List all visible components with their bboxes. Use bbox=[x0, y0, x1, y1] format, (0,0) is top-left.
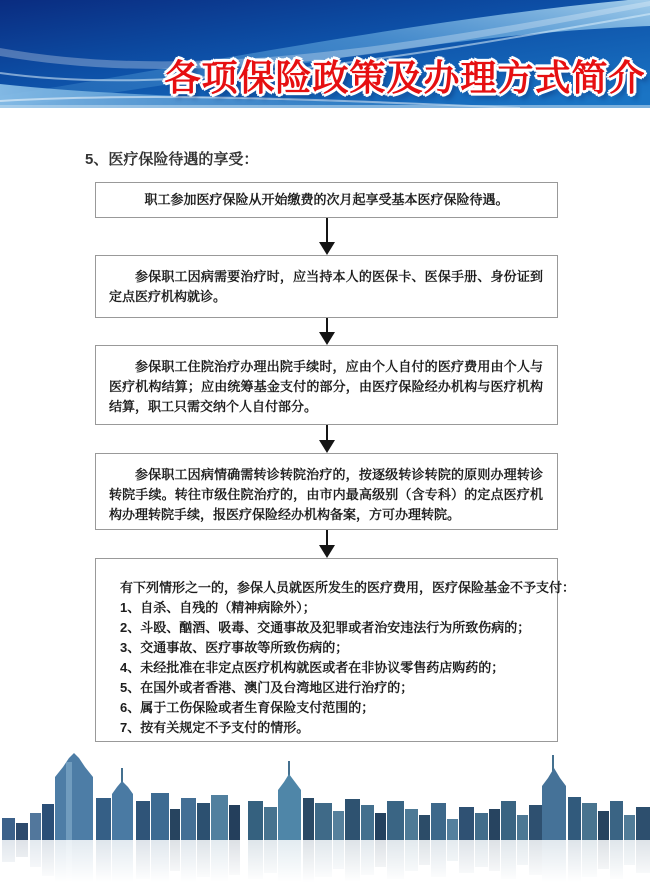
arrow-stem bbox=[326, 530, 328, 545]
exclusion-item: 5、在国外或者香港、澳门及台湾地区进行治疗的； bbox=[120, 680, 414, 695]
section-heading: 5、医疗保险待遇的享受： bbox=[85, 151, 259, 168]
exclusion-item: 1、自杀、自残的（精神病除外）； bbox=[120, 600, 316, 615]
flow-step-1 bbox=[95, 182, 558, 218]
arrow-stem bbox=[326, 425, 328, 440]
flow-step-3 bbox=[95, 345, 558, 425]
arrow-head-icon bbox=[319, 332, 335, 345]
arrow-head-icon bbox=[319, 440, 335, 453]
flow-step-3-text: 参保职工住院治疗办理出院手续时，应由个人自付的医疗费用由个人与医疗机构结算；应由统筹基金支付的部分，由医疗保险经办机构与医疗机构结算，职工只需交纳个人自付部分。 bbox=[109, 359, 543, 414]
flowchart bbox=[95, 182, 576, 742]
exclusion-item: 7、按有关规定不予支付的情形。 bbox=[120, 720, 310, 735]
flow-step-2-text: 参保职工因病需要治疗时，应当持本人的医保卡、医保手册、身份证到定点医疗机构就诊。 bbox=[109, 269, 543, 304]
exclusions-intro: 有下列情形之一的，参保人员就医所发生的医疗费用，医疗保险基金不予支付： bbox=[120, 580, 576, 595]
flow-step-4 bbox=[95, 453, 558, 530]
flow-step-2 bbox=[95, 255, 558, 318]
flow-arrow-2 bbox=[95, 318, 558, 345]
city-skyline-illustration bbox=[0, 742, 650, 882]
flow-step-1-text: 职工参加医疗保险从开始缴费的次月起享受基本医疗保险待遇。 bbox=[144, 192, 509, 207]
flow-arrow-4 bbox=[95, 530, 558, 558]
header-banner bbox=[0, 0, 650, 108]
exclusion-item: 4、未经批准在非定点医疗机构就医或者在非协议零售药店购药的； bbox=[120, 660, 505, 675]
exclusion-item: 6、属于工伤保险或者生育保险支付范围的； bbox=[120, 700, 375, 715]
exclusion-item: 3、交通事故、医疗事故等所致伤病的； bbox=[120, 640, 349, 655]
arrow-stem bbox=[326, 318, 328, 332]
flow-step-4-text: 参保职工因病情确需转诊转院治疗的，按逐级转诊转院的原则办理转诊转院手续。转往市级住院治疗的，由市内最高级别（含专科）的定点医疗机构办理转院手续，报医疗保险经办机构备案，方可办理转院。 bbox=[109, 467, 543, 522]
arrow-stem bbox=[326, 218, 328, 242]
exclusion-item: 2、斗殴、酗酒、吸毒、交通事故及犯罪或者治安违法行为所致伤病的； bbox=[120, 620, 531, 635]
flow-step-5-exclusions bbox=[95, 558, 576, 742]
arrow-head-icon bbox=[319, 545, 335, 558]
flow-arrow-3 bbox=[95, 425, 558, 453]
flow-arrow-1 bbox=[95, 218, 558, 255]
arrow-head-icon bbox=[319, 242, 335, 255]
content-area bbox=[0, 108, 650, 742]
city-skyline-graphic bbox=[0, 742, 650, 882]
page-title: 各项保险政策及办理方式简介 bbox=[164, 57, 646, 98]
